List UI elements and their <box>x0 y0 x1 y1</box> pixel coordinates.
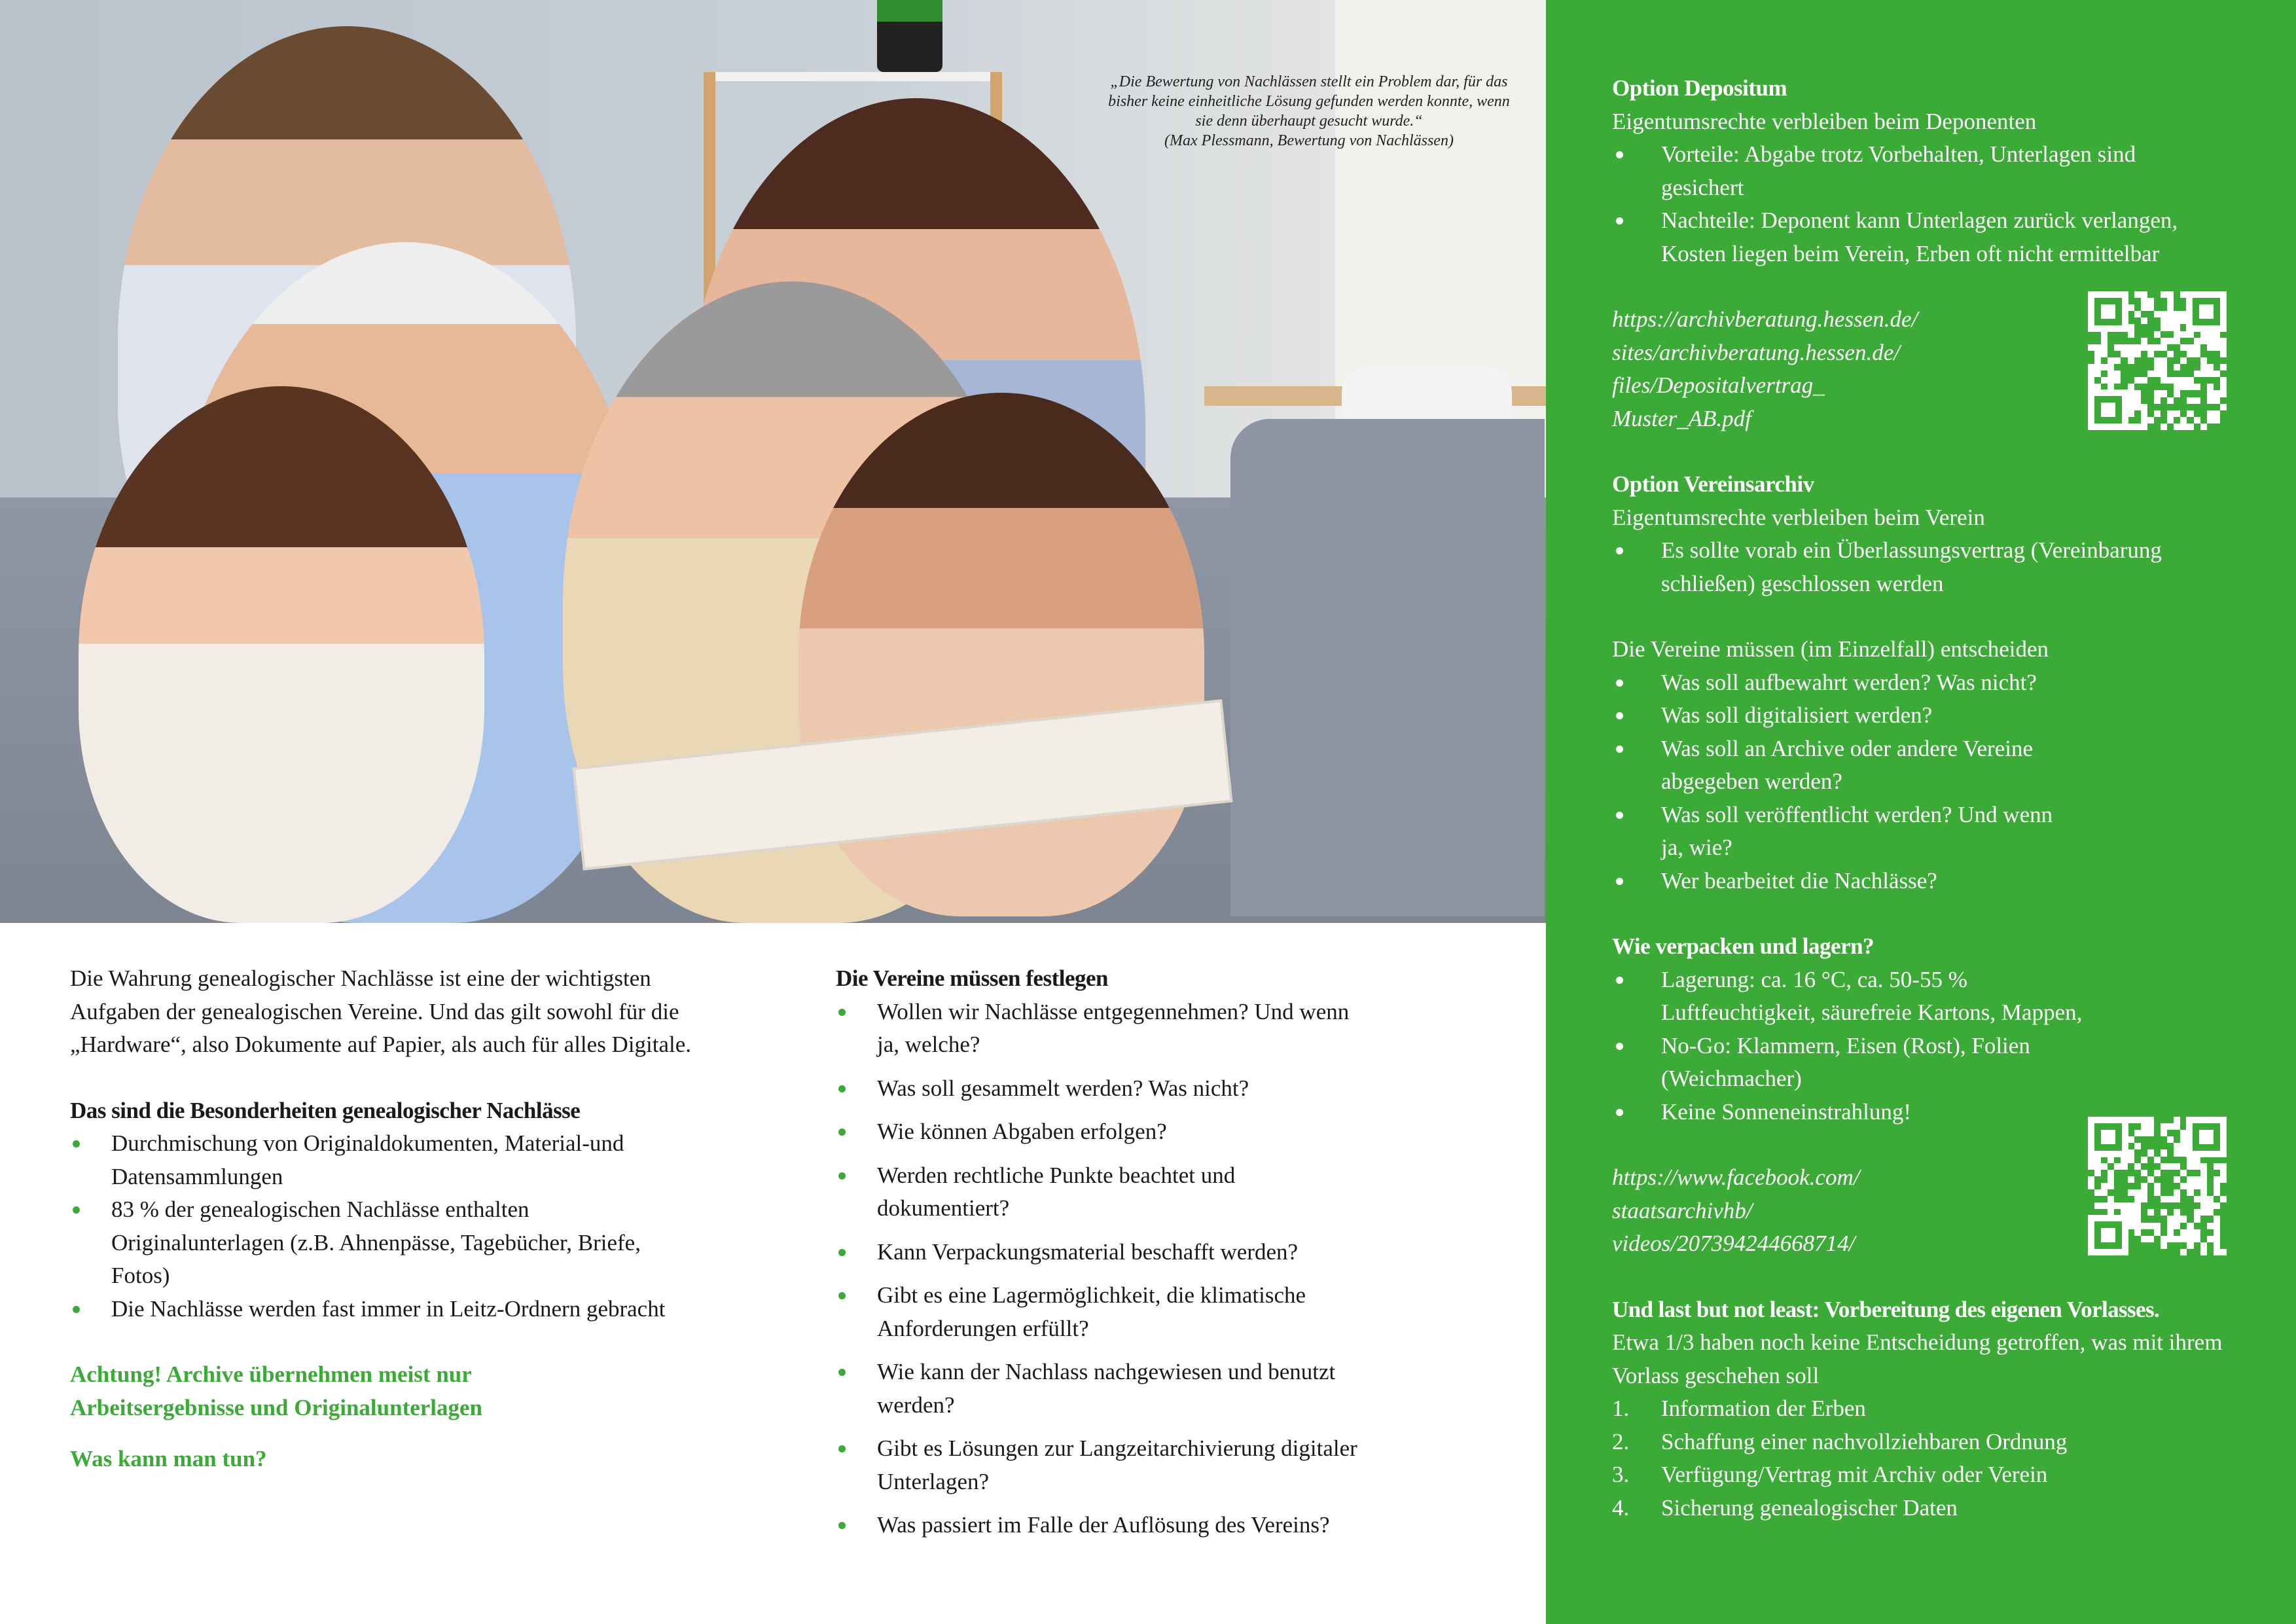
bullet-icon <box>838 1172 846 1180</box>
list-item: Lagerung: ca. 16 °C, ca. 50-55 % Luftfeuchtigkeit, säurefreie Kartons, Mappen, <box>1612 964 2123 1030</box>
list-item: Was soll an Archive oder andere Vereine abgegeben werden? <box>1612 732 2070 799</box>
list-item: Wer bearbeitet die Nachlässe? <box>1612 865 2070 898</box>
list-item: Vorteile: Abgabe trotz Vorbehalten, Unterlagen sind gesichert <box>1612 138 2188 204</box>
bullet-icon <box>838 1128 846 1136</box>
bullet-icon <box>1616 812 1623 819</box>
green-info-panel <box>1546 0 2296 1624</box>
quote-block <box>1106 72 1512 151</box>
bullet-icon <box>838 1369 846 1376</box>
qr-code-icon[interactable] <box>2088 1117 2227 1255</box>
vereinsarchiv-heading: Option Vereinsarchiv <box>1612 471 1814 497</box>
bullet-icon <box>73 1206 80 1214</box>
list-item: Was soll aufbewahrt werden? Was nicht? <box>1612 666 2070 700</box>
middle-heading: Die Vereine müssen festlegen <box>836 965 1108 991</box>
family-photo <box>0 0 1546 923</box>
intro-paragraph: Die Wahrung genealogischer Nachlässe ist eine der wichtigsten Aufgaben der genealogischen Vereine. Und das gilt sowohl für die „Hardware“, also Dokumente auf Papier, als auch für alles Digitale. <box>70 965 692 1057</box>
list-item: 83 % der genealogischen Nachlässe enthalten Originalunterlagen (z.B. Ahnenpässe, Tagebücher, Briefe, Fotos) <box>70 1193 698 1293</box>
vorlass-steps <box>1612 1392 2273 1525</box>
lagern-list <box>1612 964 2123 1129</box>
entscheiden-intro: Die Vereine müssen (im Einzelfall) entscheiden <box>1612 636 2049 662</box>
depositum-list <box>1612 138 2188 270</box>
list-item: Gibt es Lösungen zur Langzeitarchivierung digitaler Unterlagen? <box>836 1432 1372 1498</box>
vereinsarchiv-list <box>1612 534 2188 600</box>
middle-column <box>836 962 1412 1553</box>
list-item: Was passiert im Falle der Auflösung des Vereins? <box>836 1509 1372 1542</box>
left-column <box>70 962 698 1476</box>
bullet-icon <box>1616 712 1623 719</box>
bullet-icon <box>1616 217 1623 225</box>
qr-code-icon[interactable] <box>2088 291 2227 430</box>
list-item: 3. Verfügung/Vertrag mit Archiv oder Verein <box>1612 1462 2048 1487</box>
list-item: Was soll digitalisiert werden? <box>1612 699 2070 732</box>
bullet-icon <box>1616 1109 1623 1116</box>
list-item: 2. Schaffung einer nachvollziehbaren Ordnung <box>1612 1428 2068 1454</box>
depositum-heading: Option Depositum <box>1612 75 1787 101</box>
bullet-icon <box>73 1140 80 1147</box>
list-item: Es sollte vorab ein Überlassungsvertrag (Vereinbarung schließen) geschlossen werden <box>1612 534 2188 600</box>
depositum-link-block <box>1612 303 2273 435</box>
question-text: Was kann man tun? <box>70 1446 267 1471</box>
list-item: Wie kann der Nachlass nachgewiesen und benutzt werden? <box>836 1356 1372 1422</box>
quote-source: (Max Plessmann, Bewertung von Nachlässen) <box>1164 132 1454 149</box>
list-item: Kann Verpackungsmaterial beschafft werden? <box>836 1236 1372 1269</box>
list-item: Durchmischung von Originaldokumenten, Material-und Datensammlungen <box>70 1127 698 1193</box>
panel-content <box>1612 72 2273 1525</box>
bullet-icon <box>1616 878 1623 885</box>
vereine-list <box>836 996 1372 1542</box>
list-item: Was soll veröffentlicht werden? Und wenn ja, wie? <box>1612 799 2070 865</box>
bullet-icon <box>1616 679 1623 687</box>
bullet-icon <box>1616 746 1623 753</box>
entscheiden-list <box>1612 666 2070 898</box>
bullet-icon <box>838 1522 846 1529</box>
vereinsarchiv-subtitle: Eigentumsrechte verbleiben beim Verein <box>1612 504 1985 530</box>
bullet-icon <box>838 1292 846 1299</box>
list-item: Wie können Abgaben erfolgen? <box>836 1115 1372 1149</box>
list-item: Gibt es eine Lagermöglichkeit, die klimatische Anforderungen erfüllt? <box>836 1279 1372 1345</box>
list-item: Werden rechtliche Punkte beachtet und dokumentiert? <box>836 1159 1372 1225</box>
depositum-link[interactable]: https://archivberatung.hessen.de/ sites/archivberatung.hessen.de/ files/Depositalvertrag_ Muster_AB.pdf <box>1612 306 1918 431</box>
list-item: Was soll gesammelt werden? Was nicht? <box>836 1072 1372 1106</box>
bullet-icon <box>838 1085 846 1092</box>
bullet-icon <box>1616 547 1623 554</box>
vorlass-heading: Und last but not least: Vorbereitung des eigenen Vorlasses. <box>1612 1296 2160 1322</box>
list-item: Die Nachlässe werden fast immer in Leitz-Ordnern gebracht <box>70 1293 698 1326</box>
facebook-link[interactable]: https://www.facebook.com/ staatsarchivhb/ videos/207394244668714/ <box>1612 1164 1860 1256</box>
bullet-icon <box>1616 977 1623 984</box>
bullet-icon <box>73 1306 80 1313</box>
depositum-subtitle: Eigentumsrechte verbleiben beim Deponenten <box>1612 108 2037 134</box>
vorlass-intro: Etwa 1/3 haben noch keine Entscheidung getroffen, was mit ihrem Vorlass geschehen soll <box>1612 1329 2223 1388</box>
facebook-link-block <box>1612 1161 2273 1261</box>
list-item: No-Go: Klammern, Eisen (Rost), Folien (Weichmacher) <box>1612 1030 2123 1096</box>
photo-person-girl-left <box>79 386 484 923</box>
list-item: 1. Information der Erben <box>1612 1396 1866 1421</box>
list-item: Wollen wir Nachlässe entgegennehmen? Und wenn ja, welche? <box>836 996 1372 1062</box>
specifics-list <box>70 1127 698 1326</box>
photo-sofa-arm <box>1230 419 1545 916</box>
bullet-icon <box>838 1009 846 1016</box>
bullet-icon <box>838 1249 846 1256</box>
bullet-icon <box>1616 151 1623 158</box>
bullet-icon <box>1616 1043 1623 1050</box>
bullet-icon <box>838 1445 846 1453</box>
list-item: Keine Sonneneinstrahlung! <box>1612 1096 2123 1129</box>
lagern-heading: Wie verpacken und lagern? <box>1612 933 1874 959</box>
warning-text: Achtung! Archive übernehmen meist nur Arbeitsergebnisse und Originalunterlagen <box>70 1362 483 1420</box>
list-item: Nachteile: Deponent kann Unterlagen zurück verlangen, Kosten liegen beim Verein, Erben oft nicht ermittelbar <box>1612 204 2188 270</box>
photo-plant <box>877 0 942 72</box>
list-item: 4. Sicherung genealogischer Daten <box>1612 1494 1958 1521</box>
quote-text: „Die Bewertung von Nachlässen stellt ein Problem dar, für das bisher keine einheitliche Lösung gefunden werden konnte, wenn sie denn überhaupt gesucht wurde.“ <box>1108 73 1510 130</box>
specifics-heading: Das sind die Besonderheiten genealogischer Nachlässe <box>70 1097 581 1123</box>
